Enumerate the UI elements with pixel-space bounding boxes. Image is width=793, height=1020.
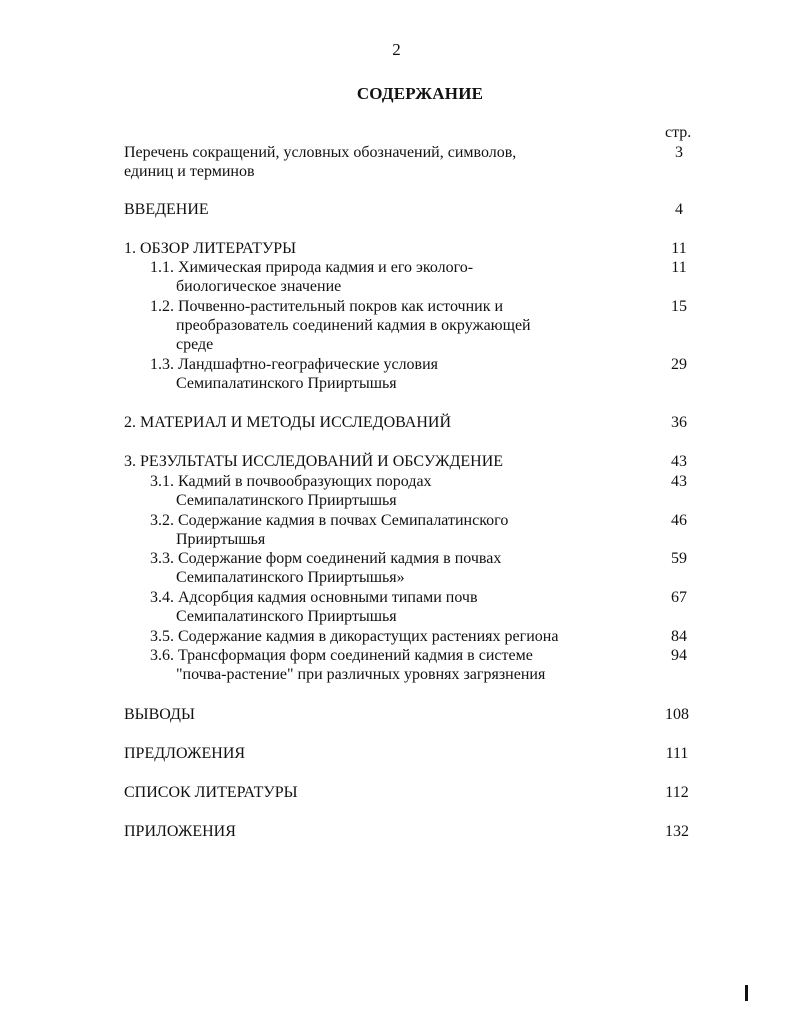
scan-mark bbox=[745, 985, 748, 1001]
page-title: СОДЕРЖАНИЕ bbox=[356, 84, 484, 103]
toc-entry-title: ВВЕДЕНИЕ bbox=[124, 201, 209, 218]
toc-entry-title-line2: преобразователь соединений кадмия в окружающей bbox=[176, 317, 531, 334]
toc-entry-page: 11 bbox=[671, 240, 687, 257]
toc-entry-page: 3 bbox=[675, 144, 683, 161]
toc-entry-title-line2: биологическое значение bbox=[176, 278, 342, 295]
toc-entry-page: 94 bbox=[671, 647, 687, 664]
toc-entry-page: 59 bbox=[671, 550, 687, 567]
toc-entry-title-line2: Прииртышья bbox=[176, 531, 266, 548]
toc-entry-page: 67 bbox=[671, 589, 687, 606]
toc-entry-page: 11 bbox=[671, 259, 687, 276]
toc-entry-title: 3.2. Содержание кадмия в почвах Семипалатинского bbox=[150, 512, 509, 529]
toc-entry-page: 36 bbox=[671, 414, 687, 431]
toc-entry-page: 108 bbox=[665, 706, 689, 723]
toc-entry-title: 3.3. Содержание форм соединений кадмия в почвах bbox=[150, 550, 502, 567]
toc-entry-title-line3: среде bbox=[176, 336, 214, 353]
toc-entry-title: 3.5. Содержание кадмия в дикорастущих растениях региона bbox=[150, 628, 559, 645]
toc-entry-title-line2: Семипалатинского Прииртышья bbox=[176, 492, 397, 509]
toc-entry-title: 1.2. Почвенно-растительный покров как источник и bbox=[150, 298, 504, 315]
toc-entry-title: 3. РЕЗУЛЬТАТЫ ИССЛЕДОВАНИЙ И ОБСУЖДЕНИЕ bbox=[124, 453, 504, 470]
toc-entry-page: 111 bbox=[665, 745, 689, 762]
toc-entry-page: 43 bbox=[671, 453, 687, 470]
toc-entry-page: 112 bbox=[665, 784, 689, 801]
toc-entry-page: 29 bbox=[671, 356, 687, 373]
toc-entry-title: 1. ОБЗОР ЛИТЕРАТУРЫ bbox=[124, 240, 297, 257]
toc-entry-title-line2: Семипалатинского Прииртышья bbox=[176, 375, 397, 392]
page-column-label: стр. bbox=[665, 124, 692, 141]
toc-entry-page: 4 bbox=[675, 201, 683, 218]
toc-entry-title: 2. МАТЕРИАЛ И МЕТОДЫ ИССЛЕДОВАНИЙ bbox=[124, 414, 451, 431]
toc-entry-title: 3.4. Адсорбция кадмия основными типами почв bbox=[150, 589, 478, 606]
toc-entry-title-line2: единиц и терминов bbox=[124, 163, 255, 180]
toc-entry-title: 1.1. Химическая природа кадмия и его эколого- bbox=[150, 259, 474, 276]
toc-entry-page: 132 bbox=[665, 823, 689, 840]
toc-entry-title: СПИСОК ЛИТЕРАТУРЫ bbox=[124, 784, 298, 801]
toc-entry-title-line2: "почва-растение" при различных уровнях загрязнения bbox=[176, 666, 546, 683]
toc-entry-page: 46 bbox=[671, 512, 687, 529]
toc-entry-page: 43 bbox=[671, 473, 687, 490]
toc-entry-title: ПРЕДЛОЖЕНИЯ bbox=[124, 745, 246, 762]
toc-entry-title-line2: Семипалатинского Прииртышья bbox=[176, 608, 397, 625]
toc-entry-title: ВЫВОДЫ bbox=[124, 706, 195, 723]
toc-entry-title: 3.6. Трансформация форм соединений кадмия в системе bbox=[150, 647, 533, 664]
toc-entry-title: ПРИЛОЖЕНИЯ bbox=[124, 823, 236, 840]
toc-entry-page: 15 bbox=[671, 298, 687, 315]
page-number: 2 bbox=[392, 40, 401, 59]
toc-entry-title: 3.1. Кадмий в почвообразующих породах bbox=[150, 473, 432, 490]
toc-entry-title: Перечень сокращений, условных обозначений, символов, bbox=[124, 144, 517, 161]
toc-entry-title: 1.3. Ландшафтно-географические условия bbox=[150, 356, 439, 373]
toc-entry-title-line2: Семипалатинского Прииртышья» bbox=[176, 569, 405, 586]
toc-entry-page: 84 bbox=[671, 628, 687, 645]
